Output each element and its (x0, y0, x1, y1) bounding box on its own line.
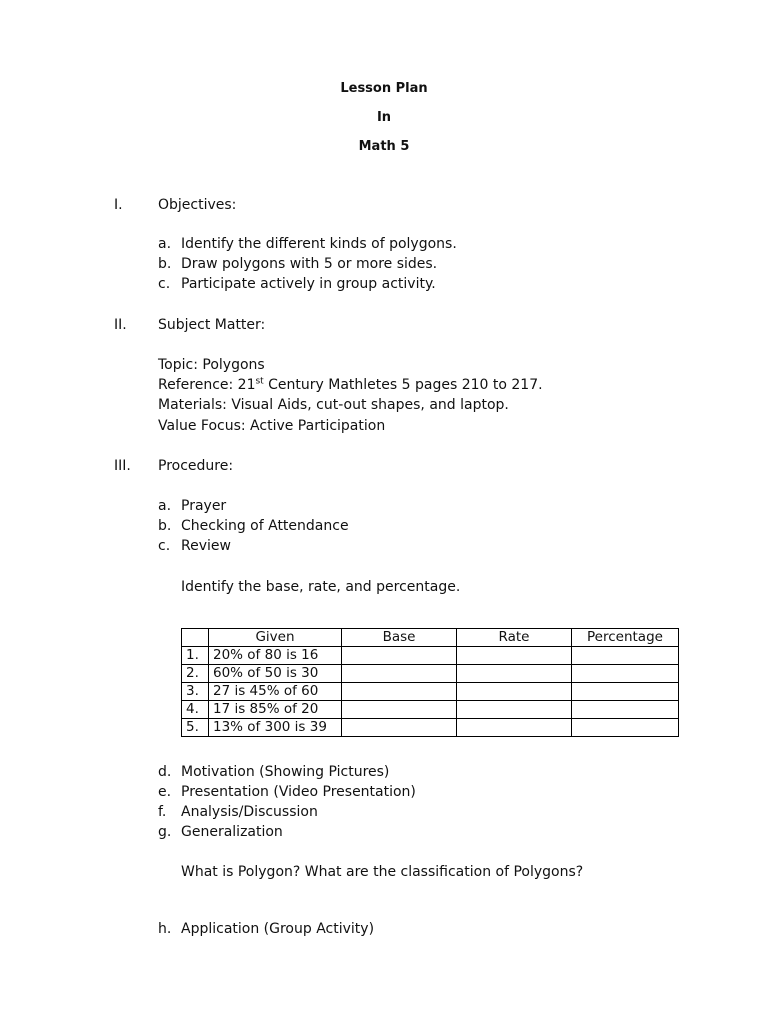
base-cell (342, 647, 457, 665)
given-cell: 27 is 45% of 60 (209, 683, 342, 701)
value-focus-line: Value Focus: Active Participation (158, 418, 386, 434)
reference-line (158, 377, 543, 393)
section-2-numeral: II. (114, 317, 127, 333)
reference-superscript: st (255, 376, 264, 387)
rate-cell (457, 647, 572, 665)
header-cell-number (182, 629, 209, 647)
reference-prefix: Reference: 21 (158, 377, 256, 393)
base-cell (342, 701, 457, 719)
row-number: 1. (182, 647, 209, 665)
percentage-cell (572, 701, 679, 719)
given-cell: 17 is 85% of 20 (209, 701, 342, 719)
percentage-cell (572, 683, 679, 701)
percentage-cell (572, 665, 679, 683)
header-cell-rate: Rate (457, 629, 572, 647)
procedure-marker: f. (158, 804, 167, 820)
table-row (182, 701, 679, 719)
review-table (181, 628, 679, 737)
rate-cell (457, 719, 572, 737)
objective-marker: c. (158, 276, 171, 292)
procedure-marker: h. (158, 921, 172, 937)
base-cell (342, 665, 457, 683)
rate-cell (457, 701, 572, 719)
section-3-numeral: III. (114, 458, 131, 474)
title-lesson-plan: Lesson Plan (340, 81, 428, 96)
procedure-item: Analysis/Discussion (181, 804, 318, 820)
title-math-5: Math 5 (358, 139, 410, 154)
section-2-heading: Subject Matter: (158, 317, 266, 333)
procedure-item: Generalization (181, 824, 283, 840)
table-row (182, 683, 679, 701)
title-in: In (376, 110, 392, 125)
objective-item: Participate actively in group activity. (181, 276, 436, 292)
procedure-marker: c. (158, 538, 171, 554)
row-number: 2. (182, 665, 209, 683)
procedure-marker: e. (158, 784, 172, 800)
reference-suffix: Century Mathletes 5 pages 210 to 217. (263, 377, 543, 393)
rate-cell (457, 665, 572, 683)
objective-marker: b. (158, 256, 172, 272)
section-3-heading: Procedure: (158, 458, 234, 474)
procedure-item: Presentation (Video Presentation) (181, 784, 416, 800)
header-cell-percentage: Percentage (572, 629, 679, 647)
given-cell: 60% of 50 is 30 (209, 665, 342, 683)
procedure-marker: d. (158, 764, 172, 780)
row-number: 4. (182, 701, 209, 719)
given-cell: 20% of 80 is 16 (209, 647, 342, 665)
row-number: 3. (182, 683, 209, 701)
procedure-marker: a. (158, 498, 172, 514)
row-number: 5. (182, 719, 209, 737)
procedure-item: Application (Group Activity) (181, 921, 375, 937)
objective-item: Identify the different kinds of polygons. (181, 236, 457, 252)
given-cell: 13% of 300 is 39 (209, 719, 342, 737)
objective-item: Draw polygons with 5 or more sides. (181, 256, 438, 272)
percentage-cell (572, 647, 679, 665)
header-cell-base: Base (342, 629, 457, 647)
percentage-cell (572, 719, 679, 737)
section-1-numeral: I. (114, 197, 123, 213)
procedure-marker: b. (158, 518, 172, 534)
procedure-marker: g. (158, 824, 172, 840)
rate-cell (457, 683, 572, 701)
table-header-row (182, 629, 679, 647)
procedure-item: Review (181, 538, 231, 554)
review-instruction: Identify the base, rate, and percentage. (181, 579, 461, 595)
table-row (182, 719, 679, 737)
table-row (182, 665, 679, 683)
procedure-item: Prayer (181, 498, 227, 514)
procedure-item: Motivation (Showing Pictures) (181, 764, 390, 780)
procedure-item: Checking of Attendance (181, 518, 349, 534)
table-row (182, 647, 679, 665)
base-cell (342, 683, 457, 701)
base-cell (342, 719, 457, 737)
generalization-question: What is Polygon? What are the classification of Polygons? (181, 864, 584, 880)
materials-line: Materials: Visual Aids, cut-out shapes, and laptop. (158, 397, 509, 413)
topic-line: Topic: Polygons (158, 357, 265, 373)
section-1-heading: Objectives: (158, 197, 237, 213)
objective-marker: a. (158, 236, 172, 252)
header-cell-given: Given (209, 629, 342, 647)
